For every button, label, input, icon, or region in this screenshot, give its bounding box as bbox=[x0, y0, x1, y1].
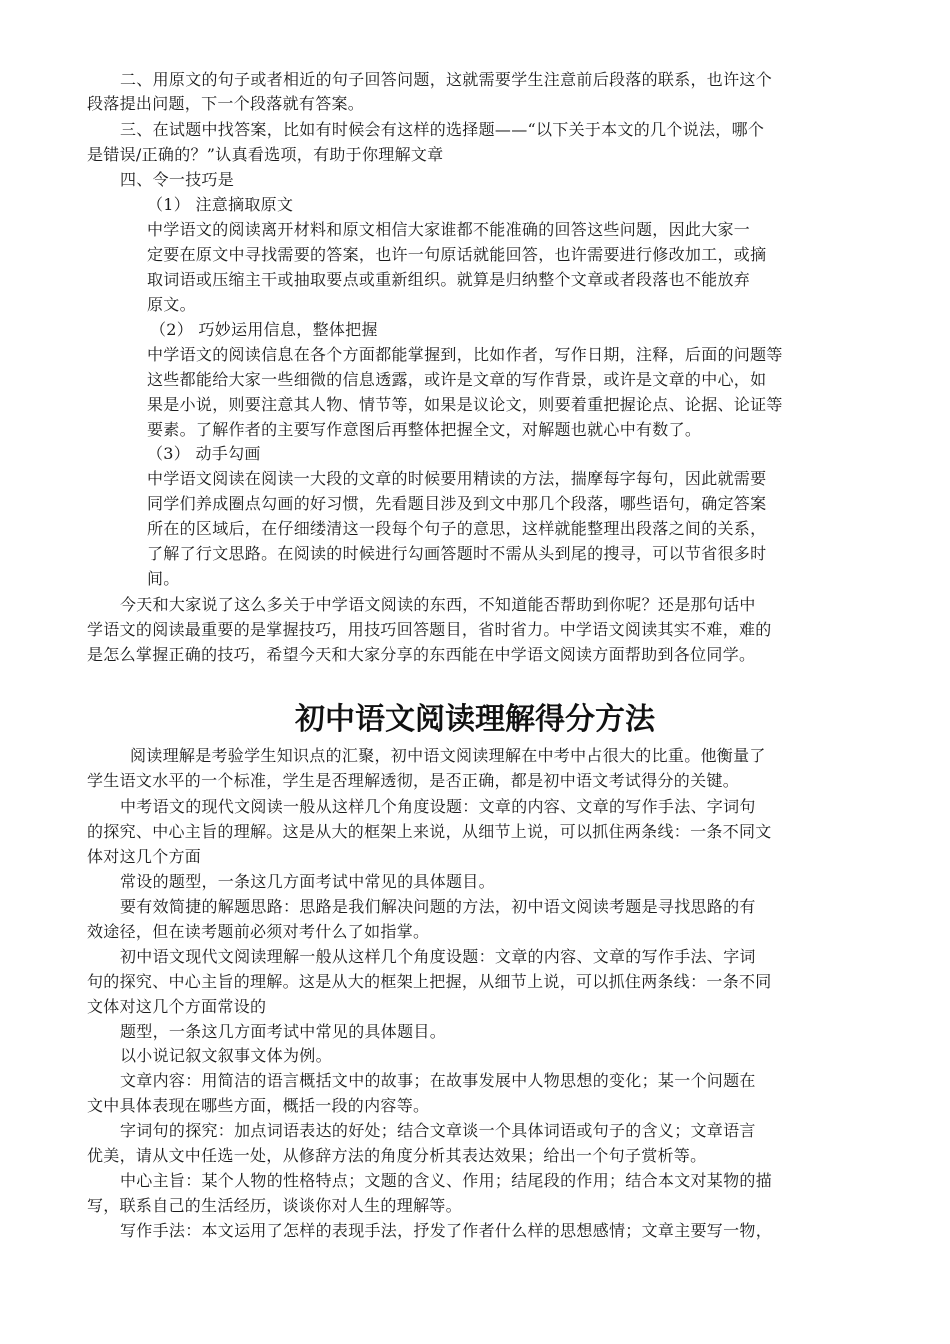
tip-3-heading: （3） 动手勾画 bbox=[147, 444, 261, 463]
s2-paragraph-9-line-2: 优美，请从文中任选一处，从修辞方法的角度分析其表达效果；给出一个句子赏析等。 bbox=[87, 1146, 707, 1165]
tip-3-line-1: 中学语文阅读在阅读一大段的文章的时候要用精读的方法，揣摩每字每句，因此就需要 bbox=[147, 469, 767, 488]
tip-2-line-3: 果是小说，则要注意其人物、情节等，如果是议论文，则要着重把握论点、论据、论证等 bbox=[147, 395, 783, 414]
paragraph-2-line-1: 二、用原文的句子或者相近的句子回答问题，这就需要学生注意前后段落的联系，也许这个 bbox=[120, 70, 773, 89]
s2-paragraph-9-line-1: 字词句的探究：加点词语表达的好处；结合文章谈一个具体词语或句子的含义；文章语言 bbox=[120, 1121, 756, 1140]
s2-paragraph-2-line-2: 的探究、中心主旨的理解。这是从大的框架上来说，从细节上说，可以抓住两条线：一条不同文 bbox=[87, 822, 772, 841]
s2-paragraph-1-line-2: 学生语文水平的一个标准，学生是否理解透彻，是否正确，都是初中语文考试得分的关键。 bbox=[87, 771, 740, 790]
s2-paragraph-5-line-1: 初中语文现代文阅读理解一般从这样几个角度设题：文章的内容、文章的写作手法、字词 bbox=[120, 947, 756, 966]
s2-paragraph-4-line-1: 要有效简捷的解题思路：思路是我们解决问题的方法，初中语文阅读考题是寻找思路的有 bbox=[120, 897, 756, 916]
paragraph-2-line-2: 段落提出问题，下一个段落就有答案。 bbox=[87, 94, 365, 113]
s2-paragraph-8-line-2: 文中具体表现在哪些方面，概括一段的内容等。 bbox=[87, 1096, 430, 1115]
s2-paragraph-5-line-3: 文体对这几个方面常设的 bbox=[87, 997, 267, 1016]
conclusion-line-1: 今天和大家说了这么多关于中学语文阅读的东西，不知道能否帮助到你呢？还是那句话中 bbox=[120, 595, 756, 614]
s2-paragraph-1-line-1: 阅读理解是考验学生知识点的汇聚，初中语文阅读理解在中考中占很大的比重。他衡量了 bbox=[130, 746, 766, 765]
s2-paragraph-10-line-2: 写，联系自己的生活经历，谈谈你对人生的理解等。 bbox=[87, 1196, 462, 1215]
tip-2-heading: （2） 巧妙运用信息，整体把握 bbox=[150, 320, 378, 339]
tip-3-line-2: 同学们养成圈点勾画的好习惯，先看题目涉及到文中那几个段落，哪些语句，确定答案 bbox=[147, 494, 767, 513]
s2-paragraph-5-line-2: 句的探究、中心主旨的理解。这是从大的框架上把握，从细节上说，可以抓住两条线：一条不同 bbox=[87, 972, 772, 991]
s2-paragraph-3: 常设的题型，一条这几方面考试中常见的具体题目。 bbox=[120, 872, 495, 891]
s2-paragraph-11-line-1: 写作手法：本文运用了怎样的表现手法，抒发了作者什么样的思想感情；文章主要写一物， bbox=[120, 1221, 773, 1240]
s2-paragraph-8-line-1: 文章内容：用简洁的语言概括文中的故事；在故事发展中人物思想的变化；某一个问题在 bbox=[120, 1071, 756, 1090]
paragraph-4: 四、令一技巧是 bbox=[120, 170, 235, 189]
s2-paragraph-10-line-1: 中心主旨：某个人物的性格特点；文题的含义、作用；结尾段的作用；结合本文对某物的描 bbox=[120, 1171, 773, 1190]
s2-paragraph-6: 题型，一条这几方面考试中常见的具体题目。 bbox=[120, 1022, 447, 1041]
tip-1-line-1: 中学语文的阅读离开材料和原文相信大家谁都不能准确的回答这些问题，因此大家一 bbox=[147, 220, 751, 239]
tip-2-line-4: 要素。了解作者的主要写作意图后再整体把握全文，对解题也就心中有数了。 bbox=[147, 420, 702, 439]
tip-1-line-2: 定要在原文中寻找需要的答案，也许一句原话就能回答，也许需要进行修改加工，或摘 bbox=[147, 245, 767, 264]
tip-2-line-1: 中学语文的阅读信息在各个方面都能掌握到，比如作者，写作日期，注释，后面的问题等 bbox=[147, 345, 783, 364]
s2-paragraph-4-line-2: 效途径，但在读考题前必须对考什么了如指掌。 bbox=[87, 922, 430, 941]
s2-paragraph-2-line-1: 中考语文的现代文阅读一般从这样几个角度设题：文章的内容、文章的写作手法、字词句 bbox=[120, 797, 756, 816]
conclusion-line-3: 是怎么掌握正确的技巧，希望今天和大家分享的东西能在中学语文阅读方面帮助到各位同学。 bbox=[87, 645, 756, 664]
s2-paragraph-2-line-3: 体对这几个方面 bbox=[87, 847, 202, 866]
conclusion-line-2: 学语文的阅读最重要的是掌握技巧，用技巧回答题目，省时省力。中学语文阅读其实不难，难的 bbox=[87, 620, 772, 639]
tip-1-line-4: 原文。 bbox=[147, 295, 196, 314]
paragraph-3-line-1: 三、在试题中找答案，比如有时候会有这样的选择题——“以下关于本文的几个说法，哪个 bbox=[120, 120, 765, 139]
tip-3-line-4: 了解了行文思路。在阅读的时候进行勾画答题时不需从头到尾的搜寻，可以节省很多时 bbox=[147, 544, 767, 563]
paragraph-3-line-2: 是错误/正确的？”认真看选项，有助于你理解文章 bbox=[87, 145, 444, 164]
tip-1-line-3: 取词语或压缩主干或抽取要点或重新组织。就算是归纳整个文章或者段落也不能放弃 bbox=[147, 270, 751, 289]
tip-2-line-2: 这些都能给大家一些细微的信息透露，或许是文章的写作背景，或许是文章的中心，如 bbox=[147, 370, 767, 389]
s2-paragraph-7: 以小说记叙文叙事文体为例。 bbox=[120, 1046, 332, 1065]
tip-1-heading: （1） 注意摘取原文 bbox=[147, 195, 294, 214]
tip-3-line-5: 间。 bbox=[147, 569, 180, 588]
section-title: 初中语文阅读理解得分方法 bbox=[295, 702, 655, 737]
tip-3-line-3: 所在的区域后，在仔细缕清这一段每个句子的意思，这样就能整理出段落之间的关系， bbox=[147, 519, 767, 538]
